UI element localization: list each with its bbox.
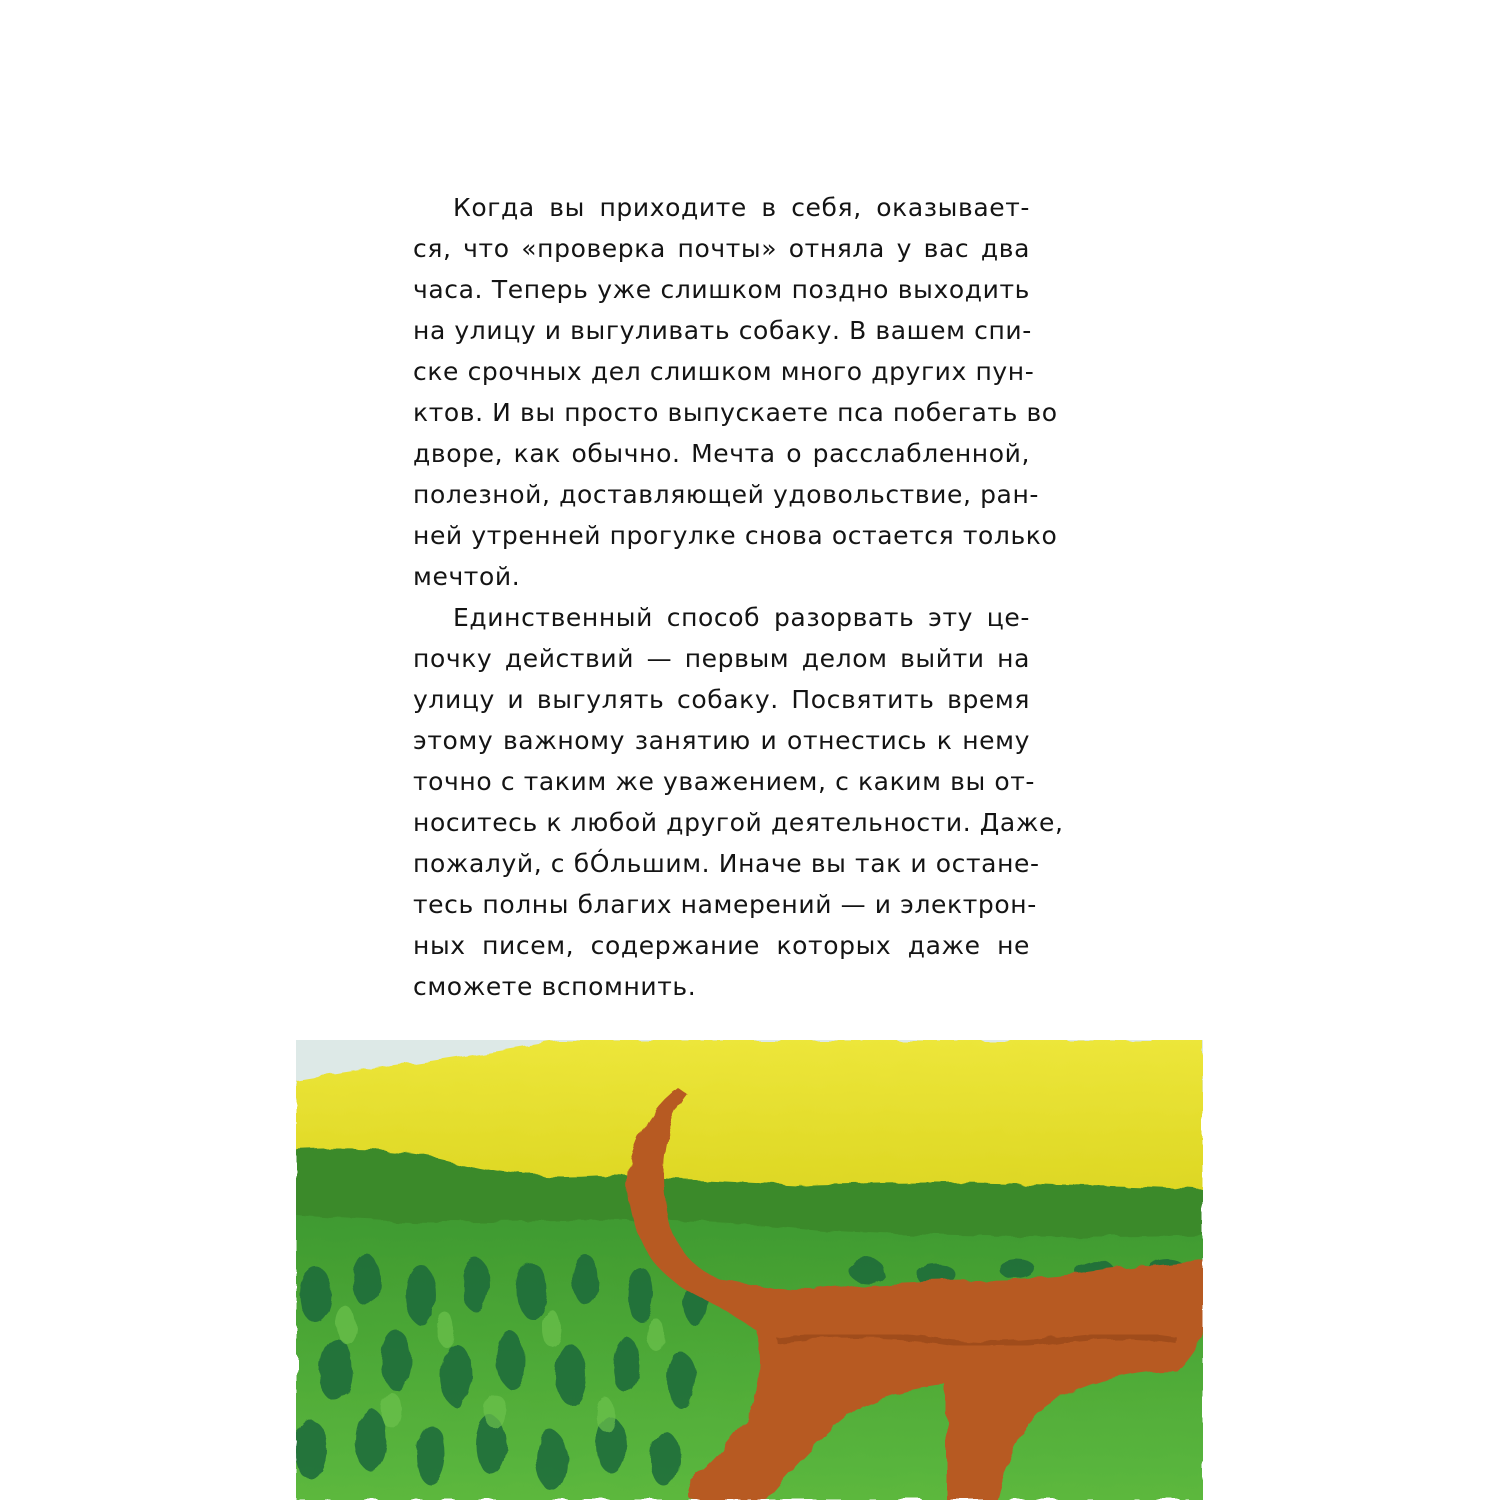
text-line: ных писем, содержание которых даже не <box>413 931 1030 960</box>
text-line: пожалуй, с бÓльшим. Иначе вы так и остане- <box>413 849 1040 878</box>
text-line: улицу и выгулять собаку. Посвятить время <box>413 685 1030 714</box>
text-line: тесь полны благих намерений — и электрон- <box>413 890 1037 919</box>
text-line: мечтой. <box>413 562 521 591</box>
text-line: часа. Теперь уже слишком поздно выходить <box>413 275 1030 304</box>
text-line: ся, что «проверка почты» отняла у вас два <box>413 234 1030 263</box>
text-line: дворе, как обычно. Мечта о расслабленной, <box>413 439 1030 468</box>
text-line: точно с таким же уважением, с каким вы от- <box>413 767 1036 796</box>
text-line: полезной, доставляющей удовольствие, ран- <box>413 480 1040 509</box>
text-line: Единственный способ разорвать эту це- <box>453 603 1030 632</box>
text-line: ктов. И вы просто выпускаете пса побегать во <box>413 398 1058 427</box>
text-line: на улицу и выгуливать собаку. В вашем спи- <box>413 316 1032 345</box>
text-line: этому важному занятию и отнестись к нему <box>413 726 1030 755</box>
watercolor-dog-illustration <box>296 1040 1203 1500</box>
text-line: ней утренней прогулке снова остается только <box>413 521 1058 550</box>
text-line: носитесь к любой другой деятельности. Даже, <box>413 808 1064 837</box>
text-line: сможете вспомнить. <box>413 972 697 1001</box>
text-line: ске срочных дел слишком много других пун- <box>413 357 1035 386</box>
paragraph-2 <box>413 597 1064 1007</box>
text-line: Когда вы приходите в себя, оказывает- <box>453 193 1030 222</box>
text-line: почку действий — первым делом выйти на <box>413 644 1030 673</box>
illustration-canvas <box>296 1040 1203 1500</box>
paragraph-1 <box>413 187 1058 597</box>
body-text <box>413 187 1064 1007</box>
